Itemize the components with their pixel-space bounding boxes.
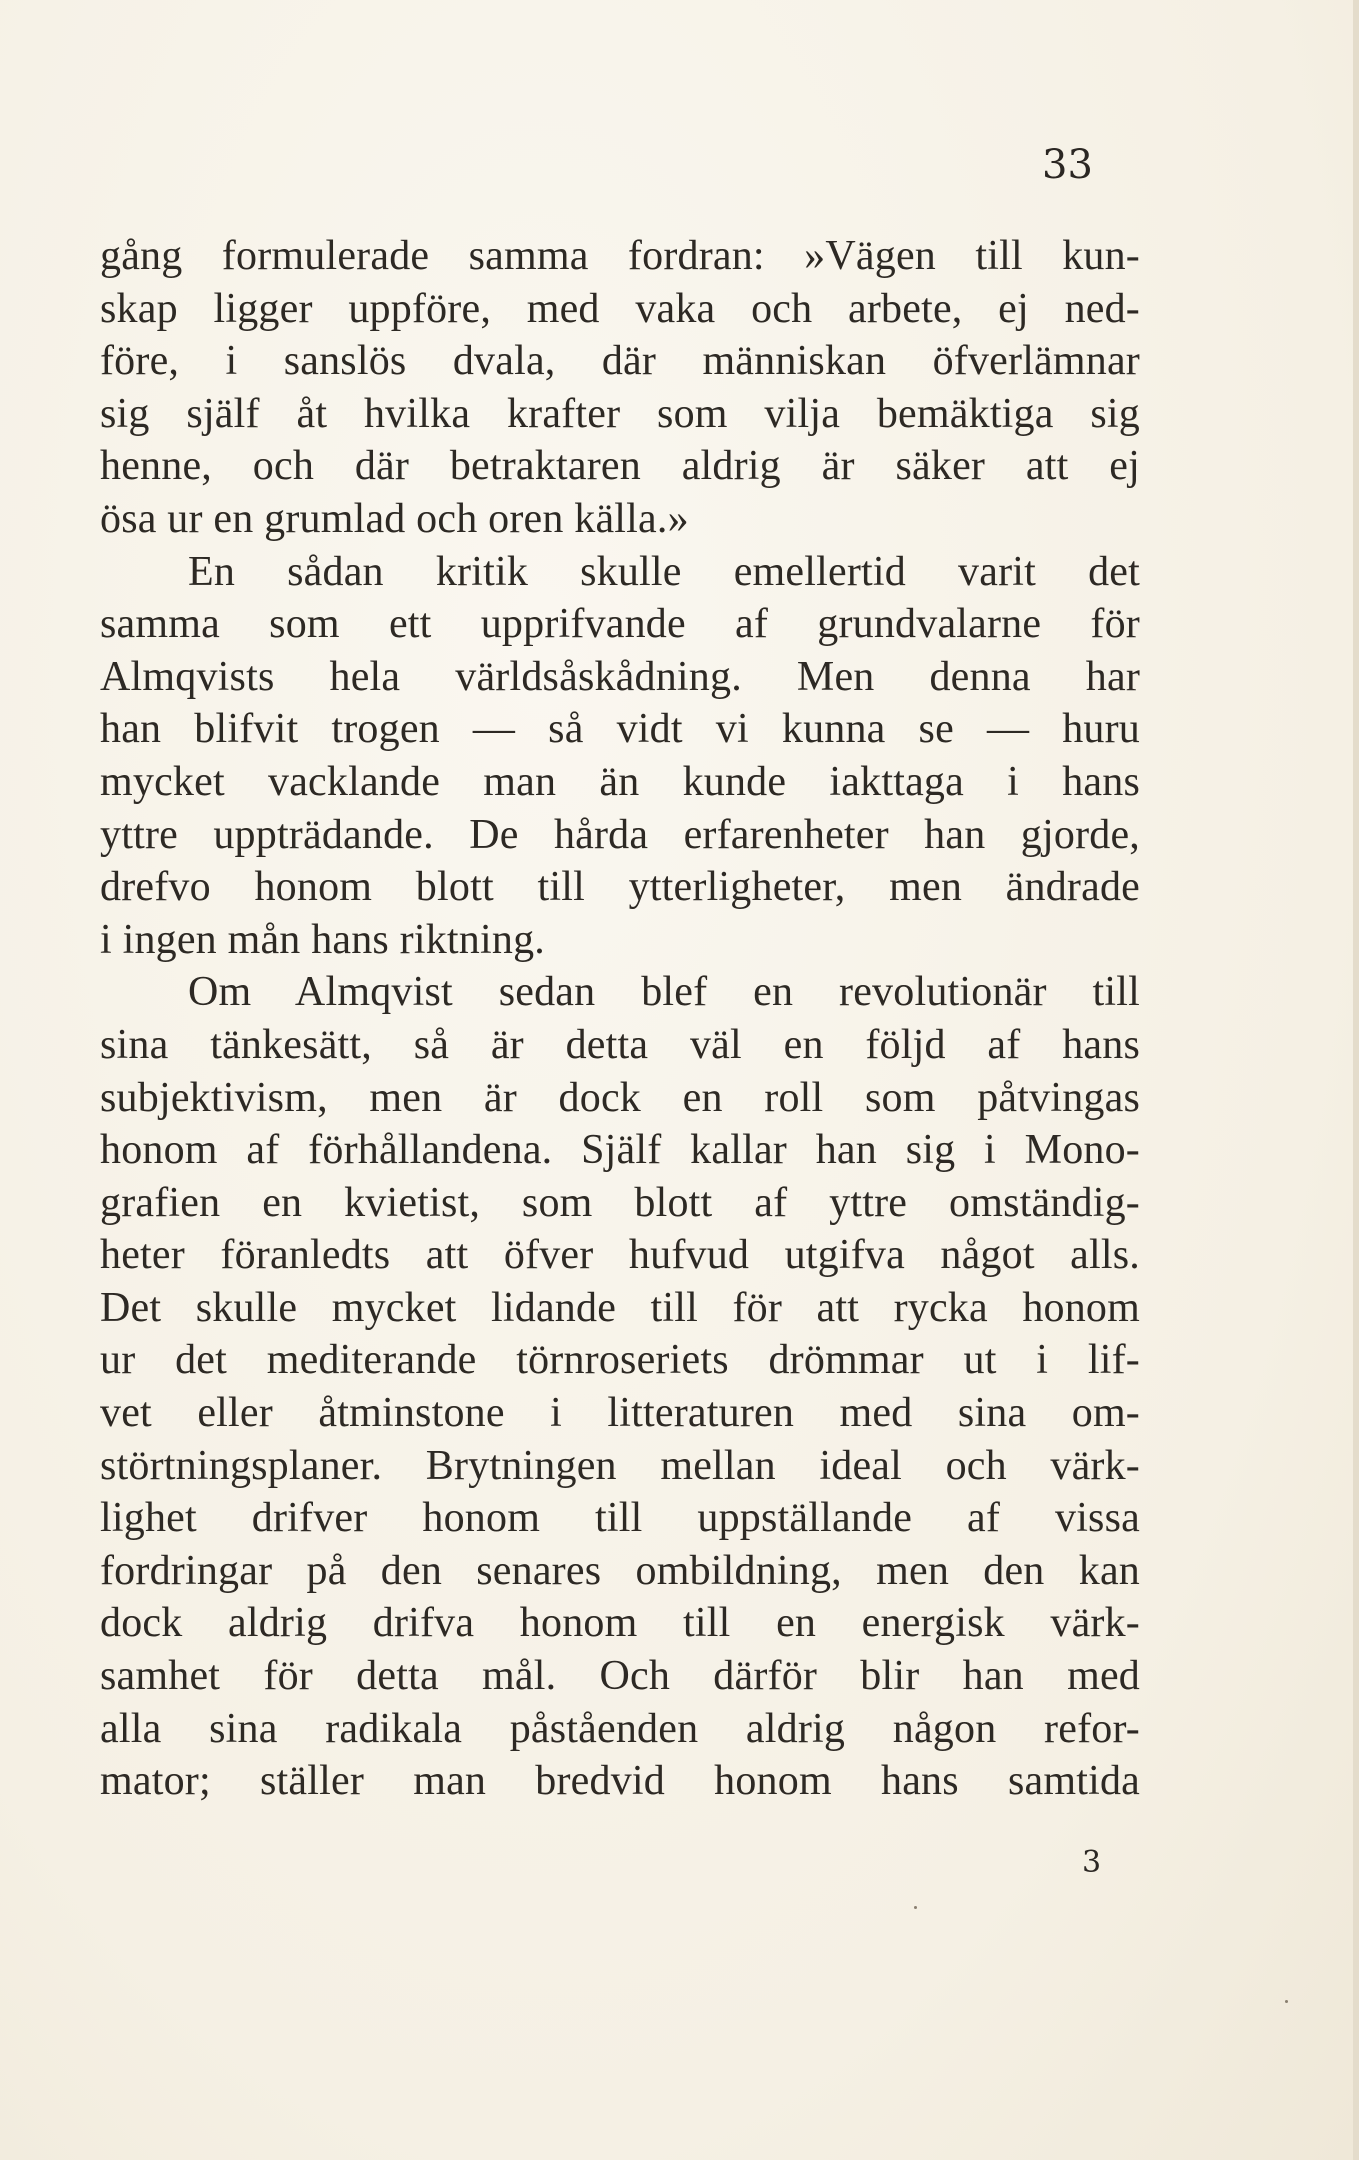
text-line: grafien en kvietist, som blott af yttre omständig- [100,1179,1140,1226]
paper-speck [1285,2000,1288,2003]
text-line: lighet drifver honom till uppställande af vissa [100,1495,1140,1542]
text-line: samma som ett upprifvande af grundvalarne för [100,601,1140,648]
text-line: fordringar på den senares ombildning, men den kan [100,1547,1140,1594]
text-line: störtningsplaner. Brytningen mellan ideal och värk- [100,1442,1140,1489]
text-line: yttre uppträdande. De hårda erfarenheter han gjorde, [100,811,1140,858]
text-line: skap ligger uppföre, med vaka och arbete, ej ned- [100,285,1140,332]
text-line: drefvo honom blott till ytterligheter, men ändrade [100,864,1140,911]
text-line: subjektivism, men är dock en roll som påtvingas [100,1074,1140,1121]
text-line: sig själf åt hvilka krafter som vilja bemäktiga sig [100,390,1140,437]
text-line: före, i sanslös dvala, där människan öfverlämnar [100,338,1140,385]
text-line: honom af förhållandena. Själf kallar han sig i Mono- [100,1127,1140,1174]
text-line: En sådan kritik skulle emellertid varit det [188,548,1140,595]
text-line: Almqvists hela världsåskådning. Men denna har [100,653,1140,700]
text-line: han blifvit trogen — så vidt vi kunna se — huru [100,706,1140,753]
text-line: mycket vacklande man än kunde iakttaga i hans [100,758,1140,805]
text-line: sina tänkesätt, så är detta väl en följd af hans [100,1021,1140,1068]
text-line: Om Almqvist sedan blef en revolutionär till [188,969,1140,1016]
text-line: ur det mediterande törnroseriets drömmar ut i lif- [100,1337,1140,1384]
text-line: gång formulerade samma fordran: »Vägen till kun- [100,233,1140,279]
text-line: Det skulle mycket lidande till för att rycka honom [100,1284,1140,1331]
text-line: alla sina radikala påståenden aldrig någon refor- [100,1705,1140,1752]
signature-mark: 3 [1082,1845,1102,1880]
text-line: samhet för detta mål. Och därför blir han med [100,1653,1140,1700]
text-line: heter föranledts att öfver hufvud utgifva något alls. [100,1232,1140,1279]
text-line: ösa ur en grumlad och oren källa.» [100,495,689,542]
text-line: i ingen mån hans riktning. [100,916,545,963]
text-line: dock aldrig drifva honom till en energisk värk- [100,1600,1140,1647]
page-number: 33 [1042,142,1093,188]
text-line: vet eller åtminstone i litteraturen med sina om- [100,1390,1140,1437]
paper-speck [914,1906,917,1909]
body-text [100,230,1140,1808]
text-line: mator; ställer man bredvid honom hans samtida [100,1758,1140,1805]
text-line: henne, och där betraktaren aldrig är säker att ej [100,443,1140,490]
